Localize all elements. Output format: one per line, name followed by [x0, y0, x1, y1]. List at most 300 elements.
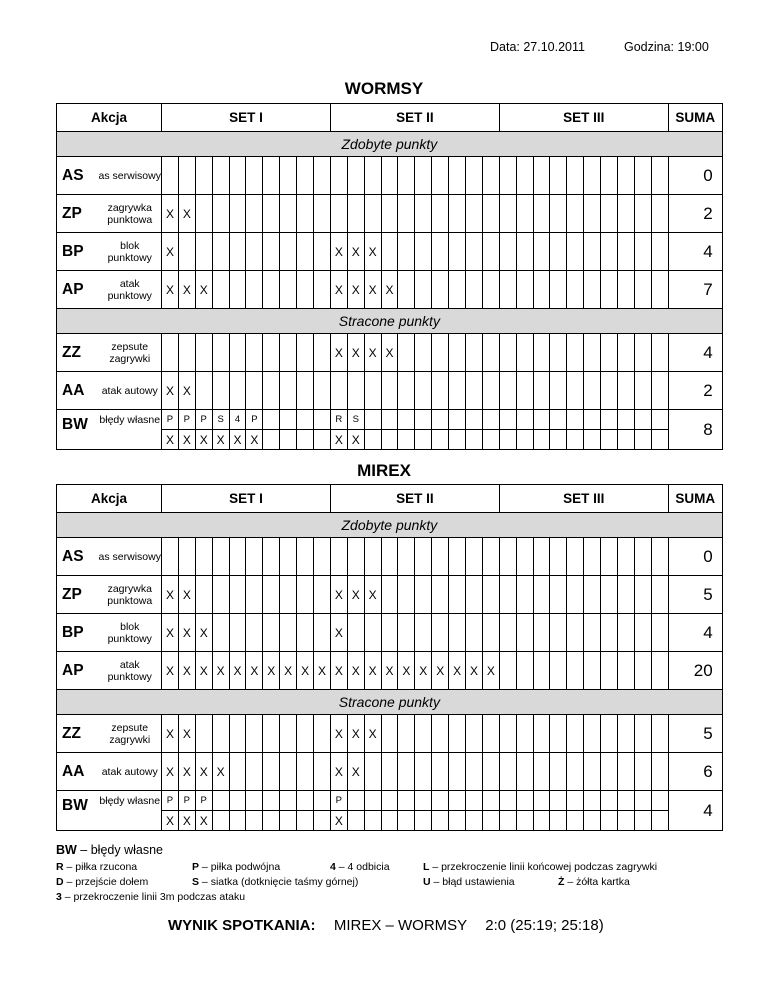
mark-cell — [533, 271, 550, 309]
mark-cell — [381, 753, 398, 791]
mark-cell — [618, 753, 635, 791]
row-sum: 7 — [668, 271, 722, 309]
mark-cell — [567, 372, 584, 410]
mark-cell — [567, 233, 584, 271]
mark-cell: X — [330, 430, 347, 450]
row-sum: 0 — [668, 538, 722, 576]
mark-cell — [651, 271, 668, 309]
mark-cell: X — [162, 753, 179, 791]
mark-cell — [280, 157, 297, 195]
mark-cell — [212, 372, 229, 410]
mark-cell: X — [381, 652, 398, 690]
mark-cell: X — [229, 430, 246, 450]
mark-cell — [246, 157, 263, 195]
column-header-set-2: SET II — [330, 104, 499, 132]
mark-cell — [550, 157, 567, 195]
mark-cell: X — [178, 811, 195, 831]
legend-item-d: D – przejście dołem — [56, 876, 149, 888]
mark-cell — [499, 233, 516, 271]
code-cell — [364, 410, 381, 430]
mark-cell — [229, 195, 246, 233]
code-cell: S — [347, 410, 364, 430]
mark-cell: X — [347, 271, 364, 309]
mark-cell — [212, 157, 229, 195]
mark-cell — [415, 753, 432, 791]
mark-cell — [516, 811, 533, 831]
code-cell — [314, 410, 331, 430]
mark-cell — [195, 538, 212, 576]
mark-cell — [432, 372, 449, 410]
mark-cell — [482, 334, 499, 372]
mark-cell — [482, 233, 499, 271]
mark-cell — [584, 576, 601, 614]
mark-cell — [381, 195, 398, 233]
row-sum: 20 — [668, 652, 722, 690]
mark-cell — [466, 576, 483, 614]
mark-cell: X — [364, 715, 381, 753]
row-description: zepsute zagrywki — [99, 715, 162, 753]
mark-cell — [432, 576, 449, 614]
mark-cell — [499, 271, 516, 309]
mark-cell — [347, 195, 364, 233]
mark-cell: X — [432, 652, 449, 690]
mark-cell — [364, 372, 381, 410]
mark-cell — [651, 715, 668, 753]
code-cell — [550, 410, 567, 430]
mark-cell: X — [178, 576, 195, 614]
mark-cell — [314, 614, 331, 652]
mark-cell — [195, 576, 212, 614]
mark-cell: X — [178, 195, 195, 233]
mark-cell — [415, 614, 432, 652]
mark-cell — [246, 753, 263, 791]
mark-cell — [229, 372, 246, 410]
row-sum: 8 — [668, 410, 722, 450]
mark-cell — [364, 430, 381, 450]
mark-cell — [314, 233, 331, 271]
mark-cell — [601, 195, 618, 233]
mark-cell — [398, 753, 415, 791]
code-cell — [651, 791, 668, 811]
mark-cell — [634, 753, 651, 791]
table-row — [57, 538, 723, 576]
mark-cell — [584, 157, 601, 195]
mark-cell — [432, 715, 449, 753]
mark-cell — [516, 715, 533, 753]
mark-cell — [178, 157, 195, 195]
mark-cell — [212, 576, 229, 614]
row-sum: 0 — [668, 157, 722, 195]
code-cell — [618, 791, 635, 811]
mark-cell — [550, 538, 567, 576]
mark-cell — [246, 334, 263, 372]
mark-cell — [398, 271, 415, 309]
mark-cell — [297, 811, 314, 831]
row-description: atak autowy — [99, 372, 162, 410]
score-table-mirex — [56, 484, 723, 831]
mark-cell — [297, 430, 314, 450]
mark-cell — [482, 576, 499, 614]
column-header-suma: SUMA — [668, 104, 722, 132]
mark-cell: X — [398, 652, 415, 690]
mark-cell — [263, 157, 280, 195]
code-cell — [533, 791, 550, 811]
mark-cell — [449, 233, 466, 271]
mark-cell — [297, 576, 314, 614]
code-cell — [398, 791, 415, 811]
mark-cell: X — [297, 652, 314, 690]
mark-cell — [466, 233, 483, 271]
mark-cell — [634, 430, 651, 450]
mark-cell — [297, 753, 314, 791]
mark-cell — [229, 157, 246, 195]
mark-cell — [449, 715, 466, 753]
mark-cell — [432, 195, 449, 233]
mark-cell — [381, 157, 398, 195]
row-abbr: BW — [57, 410, 99, 450]
mark-cell — [550, 195, 567, 233]
mark-cell — [584, 430, 601, 450]
code-cell — [499, 791, 516, 811]
mark-cell — [314, 372, 331, 410]
mark-cell — [567, 430, 584, 450]
mark-cell — [297, 271, 314, 309]
mark-cell — [229, 271, 246, 309]
mark-cell — [449, 430, 466, 450]
mark-cell: X — [449, 652, 466, 690]
mark-cell — [297, 233, 314, 271]
mark-cell — [601, 811, 618, 831]
mark-cell — [415, 430, 432, 450]
mark-cell — [246, 538, 263, 576]
code-cell — [601, 410, 618, 430]
row-abbr: BP — [57, 233, 99, 271]
mark-cell — [651, 195, 668, 233]
mark-cell — [499, 157, 516, 195]
mark-cell — [280, 271, 297, 309]
mark-cell — [212, 614, 229, 652]
row-description: zagrywka punktowa — [99, 576, 162, 614]
row-description: błędy własne — [99, 410, 162, 450]
table-row — [57, 652, 723, 690]
mark-cell — [482, 157, 499, 195]
mark-cell — [415, 195, 432, 233]
table-row-bw — [57, 791, 723, 811]
mark-cell — [601, 430, 618, 450]
mark-cell — [516, 334, 533, 372]
code-cell — [634, 410, 651, 430]
mark-cell — [398, 538, 415, 576]
mark-cell — [195, 233, 212, 271]
row-abbr: ZP — [57, 195, 99, 233]
mark-cell — [482, 614, 499, 652]
mark-cell — [601, 372, 618, 410]
mark-cell: X — [212, 652, 229, 690]
mark-cell — [212, 811, 229, 831]
mark-cell — [178, 334, 195, 372]
row-description: atak punktowy — [99, 271, 162, 309]
mark-cell: X — [162, 430, 179, 450]
mark-cell: X — [212, 430, 229, 450]
mark-cell — [584, 811, 601, 831]
mark-cell — [499, 334, 516, 372]
mark-cell — [263, 811, 280, 831]
mark-cell — [651, 372, 668, 410]
mark-cell: X — [195, 753, 212, 791]
mark-cell — [364, 811, 381, 831]
mark-cell: X — [330, 811, 347, 831]
mark-cell — [415, 576, 432, 614]
mark-cell — [601, 576, 618, 614]
code-cell — [398, 410, 415, 430]
mark-cell — [449, 538, 466, 576]
mark-cell — [516, 233, 533, 271]
mark-cell — [330, 538, 347, 576]
mark-cell — [212, 715, 229, 753]
mark-cell — [280, 372, 297, 410]
code-cell — [550, 791, 567, 811]
mark-cell — [212, 334, 229, 372]
mark-cell — [280, 576, 297, 614]
mark-cell — [466, 372, 483, 410]
row-abbr: BW — [57, 791, 99, 831]
mark-cell — [381, 715, 398, 753]
mark-cell — [634, 195, 651, 233]
mark-cell — [364, 538, 381, 576]
row-abbr: AP — [57, 271, 99, 309]
legend-item-u: U – błąd ustawienia — [423, 876, 515, 888]
mark-cell — [415, 715, 432, 753]
mark-cell — [432, 538, 449, 576]
mark-cell — [381, 233, 398, 271]
code-cell — [432, 791, 449, 811]
table-row — [57, 157, 723, 195]
column-header-set-1: SET I — [162, 485, 331, 513]
row-description: as serwisowy — [99, 157, 162, 195]
mark-cell — [381, 576, 398, 614]
mark-cell — [466, 614, 483, 652]
mark-cell — [297, 715, 314, 753]
code-cell: P — [178, 791, 195, 811]
mark-cell — [398, 614, 415, 652]
code-cell — [601, 791, 618, 811]
code-cell — [482, 410, 499, 430]
mark-cell — [195, 195, 212, 233]
code-cell: P — [178, 410, 195, 430]
row-sum: 4 — [668, 791, 722, 831]
mark-cell — [499, 195, 516, 233]
row-description: atak autowy — [99, 753, 162, 791]
row-sum: 4 — [668, 334, 722, 372]
code-cell — [381, 410, 398, 430]
section-header-lost: Stracone punkty — [57, 690, 723, 715]
mark-cell — [280, 430, 297, 450]
mark-cell — [550, 652, 567, 690]
mark-cell — [533, 715, 550, 753]
code-cell — [263, 410, 280, 430]
mark-cell: X — [162, 811, 179, 831]
match-result — [168, 917, 604, 934]
mark-cell — [195, 334, 212, 372]
row-sum: 5 — [668, 715, 722, 753]
mark-cell — [330, 372, 347, 410]
code-cell — [314, 791, 331, 811]
mark-cell — [482, 715, 499, 753]
mark-cell — [466, 195, 483, 233]
mark-cell — [178, 233, 195, 271]
mark-cell: X — [364, 233, 381, 271]
mark-cell — [398, 811, 415, 831]
code-cell — [499, 410, 516, 430]
code-cell — [634, 791, 651, 811]
row-abbr: ZZ — [57, 334, 99, 372]
mark-cell: X — [347, 430, 364, 450]
mark-cell — [297, 195, 314, 233]
mark-cell — [482, 753, 499, 791]
mark-cell — [280, 753, 297, 791]
mark-cell — [499, 614, 516, 652]
mark-cell — [634, 334, 651, 372]
legend-item-p: P – piłka podwójna — [192, 861, 281, 873]
table-row — [57, 576, 723, 614]
mark-cell — [533, 372, 550, 410]
code-cell — [449, 791, 466, 811]
mark-cell — [567, 753, 584, 791]
mark-cell — [314, 157, 331, 195]
mark-cell — [415, 157, 432, 195]
mark-cell — [297, 334, 314, 372]
mark-cell — [466, 157, 483, 195]
mark-cell: X — [178, 715, 195, 753]
mark-cell — [280, 614, 297, 652]
mark-cell — [263, 538, 280, 576]
mark-cell — [466, 430, 483, 450]
mark-cell — [651, 538, 668, 576]
mark-cell — [314, 334, 331, 372]
code-cell — [415, 410, 432, 430]
mark-cell — [314, 430, 331, 450]
mark-cell — [246, 576, 263, 614]
mark-cell — [618, 195, 635, 233]
mark-cell: X — [364, 576, 381, 614]
mark-cell — [432, 157, 449, 195]
mark-cell — [212, 233, 229, 271]
mark-cell — [584, 538, 601, 576]
mark-cell — [533, 195, 550, 233]
mark-cell — [466, 334, 483, 372]
legend-item-r: R – piłka rzucona — [56, 861, 138, 873]
mark-cell — [432, 753, 449, 791]
mark-cell — [533, 334, 550, 372]
mark-cell — [584, 271, 601, 309]
mark-cell — [432, 614, 449, 652]
mark-cell — [550, 811, 567, 831]
code-cell — [381, 791, 398, 811]
mark-cell: X — [246, 652, 263, 690]
mark-cell — [482, 195, 499, 233]
mark-cell: X — [229, 652, 246, 690]
table-row — [57, 334, 723, 372]
code-cell — [466, 791, 483, 811]
mark-cell — [651, 233, 668, 271]
mark-cell — [246, 195, 263, 233]
result-score: 2:0 (25:19; 25:18) — [485, 917, 604, 934]
mark-cell — [246, 271, 263, 309]
table-row — [57, 715, 723, 753]
code-cell — [584, 791, 601, 811]
row-abbr: ZP — [57, 576, 99, 614]
code-cell — [533, 410, 550, 430]
code-cell — [263, 791, 280, 811]
row-sum: 4 — [668, 233, 722, 271]
mark-cell: X — [330, 233, 347, 271]
code-cell: 4 — [229, 410, 246, 430]
mark-cell — [567, 811, 584, 831]
row-sum: 6 — [668, 753, 722, 791]
mark-cell — [449, 811, 466, 831]
mark-cell — [618, 157, 635, 195]
mark-cell: X — [347, 576, 364, 614]
code-cell — [618, 410, 635, 430]
mark-cell: X — [347, 233, 364, 271]
mark-cell — [381, 538, 398, 576]
row-abbr: ZZ — [57, 715, 99, 753]
mark-cell — [584, 233, 601, 271]
mark-cell — [466, 538, 483, 576]
mark-cell — [533, 811, 550, 831]
mark-cell — [516, 372, 533, 410]
mark-cell — [162, 334, 179, 372]
mark-cell — [195, 372, 212, 410]
code-cell: P — [195, 410, 212, 430]
code-cell — [567, 791, 584, 811]
mark-cell — [499, 652, 516, 690]
mark-cell — [651, 614, 668, 652]
mark-cell: X — [330, 753, 347, 791]
mark-cell — [651, 811, 668, 831]
mark-cell — [550, 430, 567, 450]
row-sum: 5 — [668, 576, 722, 614]
mark-cell — [567, 195, 584, 233]
code-cell — [449, 410, 466, 430]
mark-cell — [466, 271, 483, 309]
mark-cell — [398, 430, 415, 450]
code-cell: P — [330, 791, 347, 811]
row-abbr: AA — [57, 753, 99, 791]
mark-cell — [567, 614, 584, 652]
mark-cell — [601, 715, 618, 753]
mark-cell — [212, 271, 229, 309]
mark-cell — [449, 614, 466, 652]
mark-cell — [449, 576, 466, 614]
mark-cell — [229, 811, 246, 831]
mark-cell: X — [381, 271, 398, 309]
code-cell — [364, 791, 381, 811]
mark-cell — [398, 715, 415, 753]
mark-cell — [584, 372, 601, 410]
mark-cell — [297, 538, 314, 576]
mark-cell — [280, 715, 297, 753]
mark-cell — [618, 334, 635, 372]
mark-cell — [314, 811, 331, 831]
mark-cell — [516, 157, 533, 195]
mark-cell: X — [162, 372, 179, 410]
mark-cell: X — [162, 271, 179, 309]
mark-cell — [499, 430, 516, 450]
row-sum: 2 — [668, 372, 722, 410]
match-date: Data: 27.10.2011 — [490, 40, 585, 54]
mark-cell: X — [178, 652, 195, 690]
